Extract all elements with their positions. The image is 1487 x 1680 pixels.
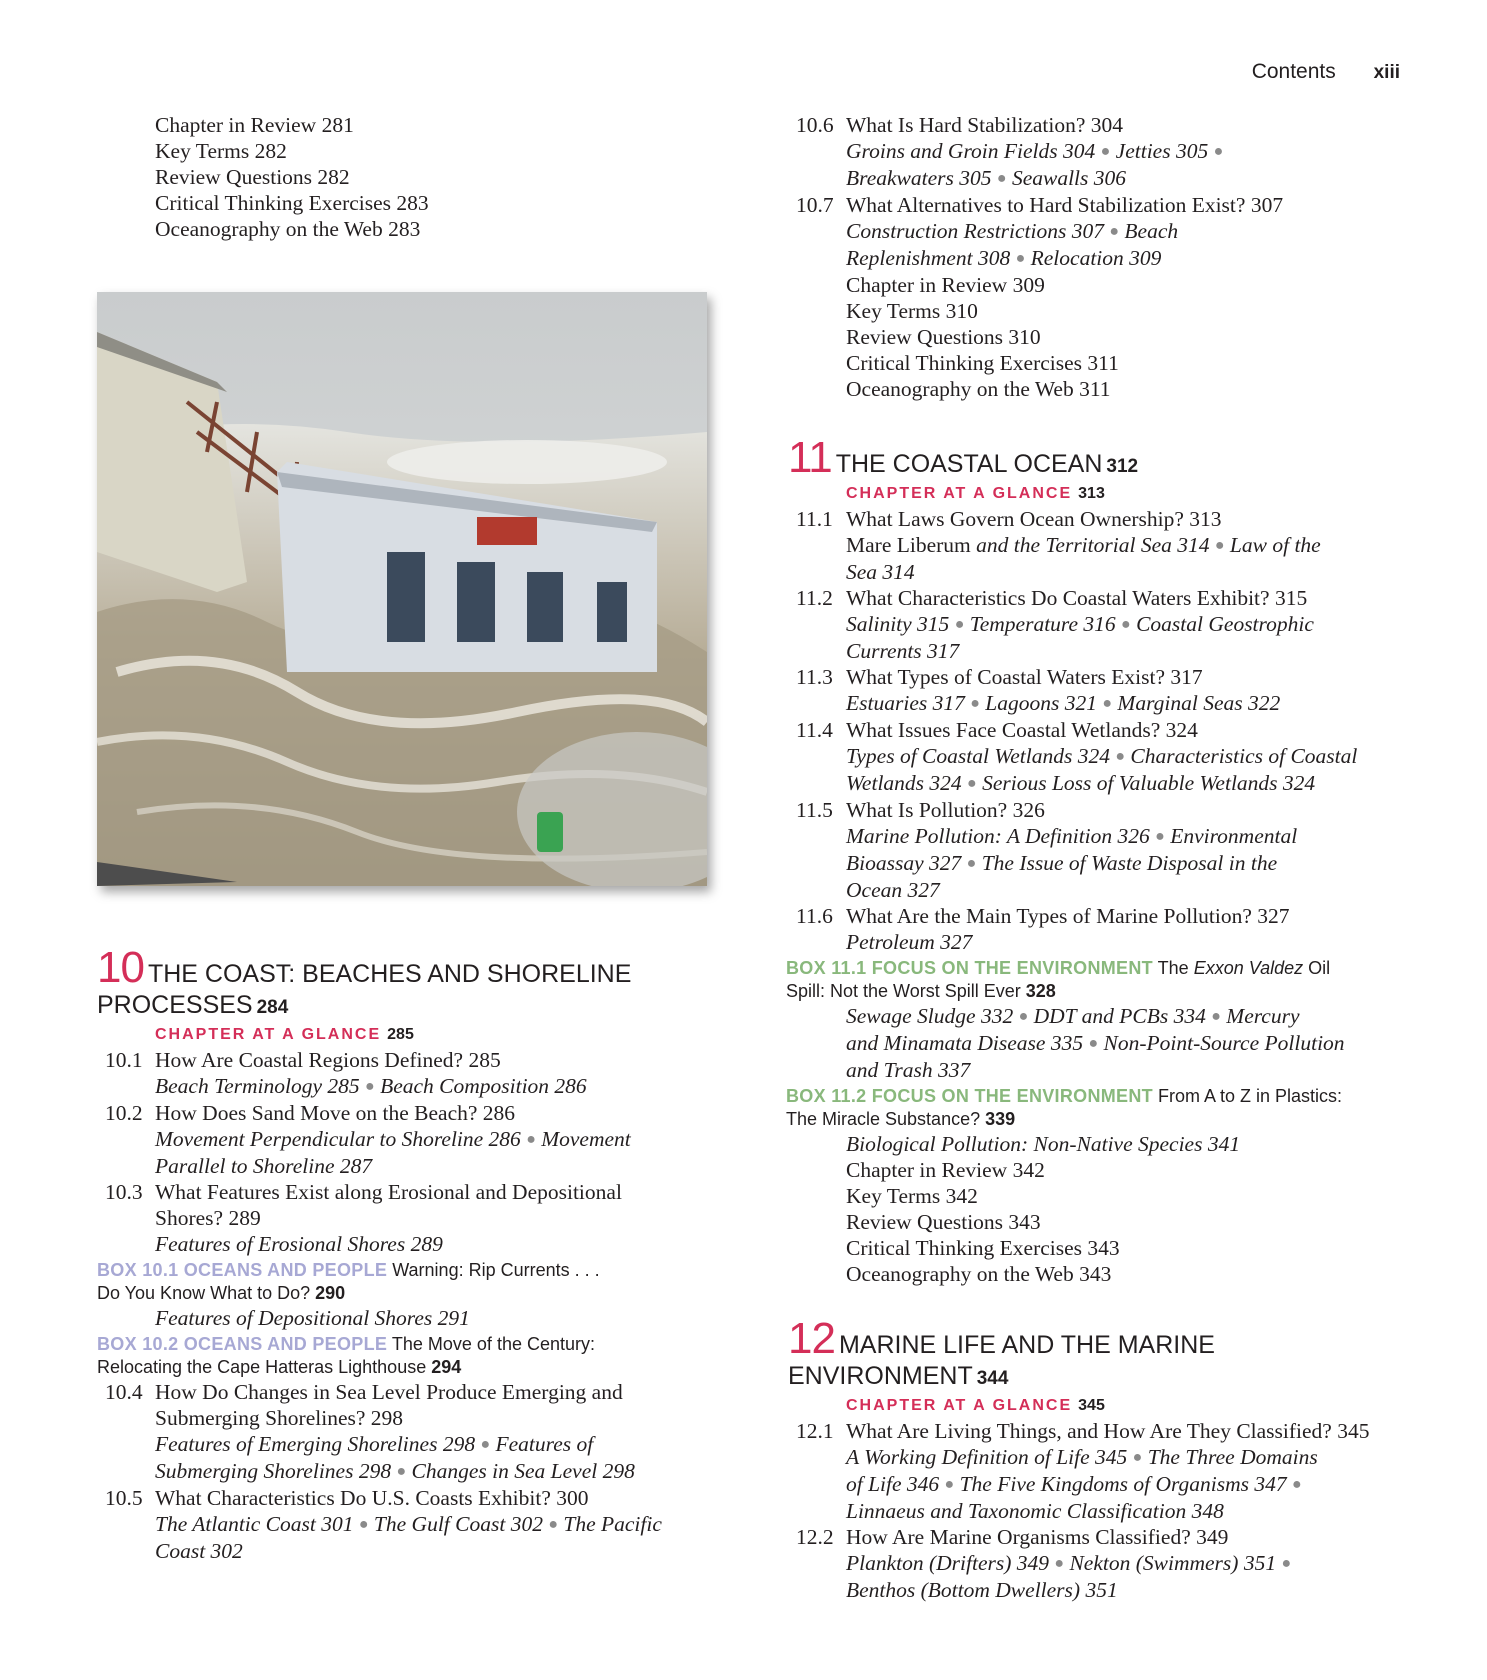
subsection: Relocation 309: [1030, 246, 1162, 270]
toc-entry[interactable]: Key Terms 282: [155, 139, 287, 163]
chapter-at-a-glance[interactable]: [788, 482, 1398, 506]
toc-entry[interactable]: Critical Thinking Exercises 343: [846, 1236, 1120, 1260]
subsection: Parallel to Shoreline 287: [155, 1154, 373, 1178]
bullet-icon: ●: [526, 1131, 536, 1148]
subsection: Features of: [495, 1432, 594, 1456]
section-number: 11.1: [796, 507, 833, 531]
subsection-line[interactable]: [788, 165, 1398, 192]
subsection-line[interactable]: [788, 823, 1398, 850]
subsection: Coastal Geostrophic: [1136, 612, 1314, 636]
bullet-icon: ●: [396, 1463, 407, 1480]
section-number: 11.3: [796, 665, 833, 689]
subsection: The Atlantic Coast 301: [155, 1512, 354, 1536]
toc-entry[interactable]: Chapter in Review 309: [846, 273, 1045, 297]
subsection-line[interactable]: [97, 1458, 707, 1485]
subsection-line[interactable]: [97, 1073, 707, 1100]
section-10-6[interactable]: [788, 112, 1398, 138]
subsection: Features of Depositional Shores 291: [155, 1306, 470, 1330]
chapter-12-heading-line2[interactable]: [788, 1361, 1398, 1394]
section-title: What Is Hard Stabilization? 304: [846, 113, 1124, 137]
subsection: and the Territorial Sea 314: [970, 533, 1210, 557]
subsection-line[interactable]: [97, 1153, 707, 1179]
subsection: Temperature 316: [969, 612, 1116, 636]
bullet-icon: ●: [1121, 616, 1131, 633]
toc-entry[interactable]: Oceanography on the Web 311: [846, 377, 1111, 401]
box-title-continued: Spill: Not the Worst Spill Ever: [786, 981, 1021, 1001]
subsection: Law of the: [1229, 533, 1321, 557]
chapter-page: 344: [976, 1368, 1009, 1389]
bullet-icon: ●: [1018, 1008, 1029, 1025]
section-title: What Types of Coastal Waters Exist? 317: [846, 665, 1203, 689]
toc-entry[interactable]: Key Terms 310: [846, 299, 978, 323]
toc-entry[interactable]: Oceanography on the Web 283: [155, 217, 421, 241]
section-title-continued[interactable]: Shores? 289: [155, 1206, 261, 1230]
section-10-5[interactable]: [97, 1485, 707, 1511]
subsection-line[interactable]: [788, 1577, 1398, 1603]
section-title: What Characteristics Do U.S. Coasts Exhibit? 300: [155, 1486, 589, 1510]
section-title: What Features Exist along Erosional and Depositional: [155, 1180, 622, 1204]
section-number: 10.2: [105, 1101, 143, 1125]
section-11-3[interactable]: [788, 664, 1398, 690]
subsection-line[interactable]: [97, 1126, 707, 1153]
section-number: 11.6: [796, 904, 833, 928]
box-label: BOX 10.1 OCEANS AND PEOPLE: [97, 1260, 388, 1280]
box-label: BOX 11.2 FOCUS ON THE ENVIRONMENT: [786, 1086, 1153, 1106]
subsection: Sewage Sludge 332: [846, 1004, 1014, 1028]
box-11-2[interactable]: [786, 1085, 1398, 1131]
box-title-continued: Relocating the Cape Hatteras Lighthouse: [97, 1357, 427, 1377]
box-page: 339: [985, 1109, 1016, 1129]
subsection: Sea 314: [846, 560, 915, 584]
glance-page: 313: [1078, 485, 1105, 502]
box-title: Warning: Rip Currents . . .: [392, 1260, 600, 1280]
subsection: Submerging Shorelines 298: [155, 1459, 392, 1483]
chapter-title: THE COAST: BEACHES AND SHORELINE: [147, 960, 632, 988]
subsection-line[interactable]: [788, 138, 1398, 165]
section-12-2[interactable]: [788, 1524, 1398, 1550]
section-title: How Are Marine Organisms Classified? 349: [846, 1525, 1229, 1549]
subsection: Non-Point-Source Pollution: [1103, 1031, 1345, 1055]
subsection: Changes in Sea Level 298: [411, 1459, 635, 1483]
subsection-line[interactable]: [788, 877, 1398, 903]
bullet-icon: ●: [365, 1078, 375, 1095]
subsection: Salinity 315: [846, 612, 950, 636]
subsection: Characteristics of Coastal: [1130, 744, 1358, 768]
subsection-line[interactable]: [788, 770, 1398, 797]
subsection-line[interactable]: [788, 245, 1398, 272]
subsection: Seawalls 306: [1011, 166, 1127, 190]
bullet-icon: ●: [548, 1516, 558, 1533]
section-number: 12.2: [796, 1525, 834, 1549]
right-column: [788, 112, 1398, 1603]
subsection-line[interactable]: [788, 611, 1398, 638]
page-number: xiii: [1373, 62, 1400, 83]
subsection: The Three Domains: [1147, 1445, 1318, 1469]
left-column: [97, 112, 707, 242]
subsection: Lagoons 321: [985, 691, 1097, 715]
bullet-icon: ●: [1102, 695, 1113, 712]
bullet-icon: ●: [1132, 1449, 1143, 1466]
box-page: 294: [431, 1357, 462, 1377]
bullet-icon: ●: [1088, 1035, 1099, 1052]
box-title: The: [1157, 958, 1189, 978]
chapter-10-heading-line2[interactable]: [97, 990, 707, 1023]
chapter-12-heading[interactable]: [788, 1314, 1398, 1363]
section-10-2[interactable]: [97, 1100, 707, 1126]
chapter-10-heading[interactable]: [97, 943, 707, 992]
chapter-10-block: [97, 943, 707, 1564]
subsection-line[interactable]: [788, 532, 1398, 559]
bullet-icon: ●: [358, 1516, 369, 1533]
box-11-1[interactable]: [786, 957, 1398, 1003]
section-title: What Issues Face Coastal Wetlands? 324: [846, 718, 1198, 742]
subsection: Serious Loss of Valuable Wetlands 324: [982, 771, 1316, 795]
toc-entry[interactable]: Chapter in Review 281: [155, 113, 354, 137]
subsection: Linnaeus and Taxonomic Classification 348: [846, 1499, 1224, 1523]
section-number: 10.1: [105, 1048, 143, 1072]
subsection: Petroleum 327: [846, 930, 973, 954]
chapter-11-heading[interactable]: [788, 433, 1398, 482]
toc-entry[interactable]: Key Terms 342: [846, 1184, 978, 1208]
section-10-3[interactable]: [97, 1179, 707, 1205]
photo-illustration: [97, 292, 707, 886]
bullet-icon: ●: [954, 616, 965, 633]
subsection: Mercury: [1226, 1004, 1300, 1028]
box-10-1[interactable]: [97, 1259, 707, 1305]
glance-label: CHAPTER AT A GLANCE: [155, 1026, 382, 1043]
section-11-5[interactable]: [788, 797, 1398, 823]
chapter-at-a-glance[interactable]: [788, 1394, 1398, 1418]
subsection-line[interactable]: [788, 1498, 1398, 1524]
box-10-2[interactable]: [97, 1333, 707, 1379]
section-11-6[interactable]: [788, 903, 1398, 929]
box-page: 328: [1025, 981, 1056, 1001]
section-title: What Is Pollution? 326: [846, 798, 1045, 822]
bullet-icon: ●: [967, 775, 977, 792]
subsection: Bioassay 327: [846, 851, 962, 875]
subsection: The Pacific: [563, 1512, 662, 1536]
bullet-icon: ●: [1211, 1008, 1221, 1025]
subsection-line[interactable]: [788, 690, 1398, 717]
bullet-icon: ●: [970, 695, 980, 712]
box-label: BOX 10.2 OCEANS AND PEOPLE: [97, 1334, 388, 1354]
subsection: Marine Pollution: A Definition 326: [846, 824, 1150, 848]
chapter-title: THE COASTAL OCEAN: [835, 450, 1103, 478]
subsection-line[interactable]: [788, 1057, 1398, 1083]
box-label: BOX 11.1 FOCUS ON THE ENVIRONMENT: [786, 958, 1153, 978]
bullet-icon: ●: [1292, 1476, 1302, 1493]
box-title-continued: Do You Know What to Do?: [97, 1283, 311, 1303]
section-11-1[interactable]: [788, 506, 1398, 532]
toc-entry[interactable]: Review Questions 343: [846, 1210, 1041, 1234]
subsection: Features of Emerging Shorelines 298: [155, 1432, 476, 1456]
page-header: [1252, 60, 1400, 84]
bullet-icon: ●: [1214, 537, 1225, 554]
toc-entry[interactable]: Chapter in Review 342: [846, 1158, 1045, 1182]
section-11-2[interactable]: [788, 585, 1398, 611]
box-page: 290: [315, 1283, 346, 1303]
subsection: Movement: [541, 1127, 631, 1151]
subsection-line[interactable]: [788, 1030, 1398, 1057]
subsection-line[interactable]: [97, 1305, 707, 1331]
subsection: Beach Terminology 285: [155, 1074, 360, 1098]
storm-surge-photo: [97, 292, 707, 886]
bullet-icon: ●: [1115, 748, 1126, 765]
subsection: Marginal Seas 322: [1117, 691, 1281, 715]
bullet-icon: ●: [1015, 250, 1026, 267]
bullet-icon: ●: [480, 1436, 491, 1453]
section-number: 10.3: [105, 1180, 143, 1204]
chapter-title: MARINE LIFE AND THE MARINE: [838, 1331, 1215, 1359]
subsection-line[interactable]: [788, 850, 1398, 877]
subsection: Groins and Groin Fields 304: [846, 139, 1096, 163]
subsection: Ocean 327: [846, 878, 940, 902]
chapter-number: 10: [97, 943, 144, 992]
section-title: How Do Changes in Sea Level Produce Emerging and: [155, 1380, 623, 1404]
subsection-line[interactable]: [788, 1444, 1398, 1471]
subsection-line[interactable]: [97, 1511, 707, 1538]
subsection: The Gulf Coast 302: [373, 1512, 543, 1536]
bullet-icon: ●: [966, 855, 977, 872]
section-title: What Characteristics Do Coastal Waters Exhibit? 315: [846, 586, 1308, 610]
section-number: 11.2: [796, 586, 833, 610]
subsection: and Minamata Disease 335: [846, 1031, 1084, 1055]
toc-entry[interactable]: Critical Thinking Exercises 311: [846, 351, 1119, 375]
section-number: 10.5: [105, 1486, 143, 1510]
section-number: 10.4: [105, 1380, 143, 1404]
subsection: Types of Coastal Wetlands 324: [846, 744, 1110, 768]
subsection: Wetlands 324: [846, 771, 962, 795]
bullet-icon: ●: [1281, 1555, 1292, 1572]
subsection: Nekton (Swimmers) 351: [1069, 1551, 1277, 1575]
section-10-1[interactable]: [97, 1047, 707, 1073]
subsection: and Trash 337: [846, 1058, 971, 1082]
subsection-line[interactable]: [788, 1131, 1398, 1157]
section-10-4[interactable]: [97, 1379, 707, 1405]
subsection: Beach: [1124, 219, 1179, 243]
chapter-number: 11: [788, 433, 832, 482]
section-title: How Are Coastal Regions Defined? 285: [155, 1048, 501, 1072]
toc-entry[interactable]: Oceanography on the Web 343: [846, 1262, 1112, 1286]
subsection: Estuaries 317: [846, 691, 965, 715]
subsection: Benthos (Bottom Dwellers) 351: [846, 1578, 1118, 1602]
section-11-4[interactable]: [788, 717, 1398, 743]
glance-label: CHAPTER AT A GLANCE: [846, 1397, 1073, 1414]
box-title-italic: Exxon Valdez: [1193, 958, 1304, 978]
subsection: Mare Liberum: [846, 533, 971, 557]
bullet-icon: ●: [1109, 223, 1120, 240]
subsection-line[interactable]: [788, 1471, 1398, 1498]
subsection: Jetties 305: [1115, 139, 1209, 163]
subsection-line[interactable]: [97, 1231, 707, 1257]
section-title-continued[interactable]: Submerging Shorelines? 298: [155, 1406, 404, 1430]
bullet-icon: ●: [1054, 1555, 1065, 1572]
bullet-icon: ●: [1213, 143, 1224, 160]
subsection: Environmental: [1170, 824, 1298, 848]
toc-entry[interactable]: Critical Thinking Exercises 283: [155, 191, 429, 215]
section-number: 11.5: [796, 798, 833, 822]
subsection: The Five Kingdoms of Organisms 347: [959, 1472, 1287, 1496]
box-title-continued: The Miracle Substance?: [786, 1109, 981, 1129]
bullet-icon: ●: [1155, 828, 1165, 845]
subsection-line[interactable]: [97, 1538, 707, 1564]
section-number: 11.4: [796, 718, 833, 742]
subsection: The Issue of Waste Disposal in the: [981, 851, 1278, 875]
section-title: What Are Living Things, and How Are They Classified? 345: [846, 1419, 1370, 1443]
chapter-page: 312: [1106, 456, 1139, 477]
box-title: Oil: [1308, 958, 1331, 978]
subsection: Replenishment 308: [846, 246, 1011, 270]
bullet-icon: ●: [944, 1476, 955, 1493]
section-number: 12.1: [796, 1419, 834, 1443]
subsection: A Working Definition of Life 345: [846, 1445, 1128, 1469]
chapter-number: 12: [788, 1314, 835, 1363]
subsection-line[interactable]: [788, 218, 1398, 245]
section-number: 10.7: [796, 193, 834, 217]
subsection-line[interactable]: [788, 638, 1398, 664]
section-title: What Alternatives to Hard Stabilization Exist? 307: [846, 193, 1284, 217]
glance-label: CHAPTER AT A GLANCE: [846, 485, 1073, 502]
subsection: DDT and PCBs 334: [1033, 1004, 1206, 1028]
section-12-1[interactable]: [788, 1418, 1398, 1444]
subsection-line[interactable]: [788, 1550, 1398, 1577]
section-title: What Are the Main Types of Marine Pollution? 327: [846, 904, 1290, 928]
subsection-line[interactable]: [788, 929, 1398, 955]
glance-page: 285: [387, 1026, 414, 1043]
subsection: Coast 302: [155, 1539, 243, 1563]
toc-entry[interactable]: Review Questions 310: [846, 325, 1041, 349]
subsection: of Life 346: [846, 1472, 940, 1496]
subsection-line[interactable]: [788, 743, 1398, 770]
subsection: Features of Erosional Shores 289: [155, 1232, 443, 1256]
box-title: The Move of the Century:: [391, 1334, 595, 1354]
subsection: Beach Composition 286: [380, 1074, 587, 1098]
section-title: What Laws Govern Ocean Ownership? 313: [846, 507, 1222, 531]
toc-entry[interactable]: Review Questions 282: [155, 165, 350, 189]
subsection: Biological Pollution: Non-Native Species 341: [846, 1132, 1241, 1156]
subsection-line[interactable]: [788, 1003, 1398, 1030]
subsection: Movement Perpendicular to Shoreline 286: [155, 1127, 521, 1151]
subsection-line[interactable]: [788, 559, 1398, 585]
chapter-title-line2: ENVIRONMENT: [788, 1362, 973, 1390]
section-title: How Does Sand Move on the Beach? 286: [155, 1101, 516, 1125]
chapter-at-a-glance[interactable]: [97, 1023, 707, 1047]
running-head: Contents: [1251, 60, 1336, 83]
bullet-icon: ●: [1100, 143, 1111, 160]
subsection: Plankton (Drifters) 349: [846, 1551, 1050, 1575]
section-number: 10.6: [796, 113, 834, 137]
subsection: Breakwaters 305: [846, 166, 992, 190]
glance-page: 345: [1078, 1397, 1105, 1414]
subsection: Currents 317: [846, 639, 960, 663]
box-title: From A to Z in Plastics:: [1157, 1086, 1343, 1106]
chapter-title-line2: PROCESSES: [97, 991, 253, 1019]
subsection: Construction Restrictions 307: [846, 219, 1104, 243]
subsection-line[interactable]: [97, 1431, 707, 1458]
bullet-icon: ●: [996, 170, 1007, 187]
section-10-7[interactable]: [788, 192, 1398, 218]
chapter-page: 284: [256, 997, 289, 1018]
